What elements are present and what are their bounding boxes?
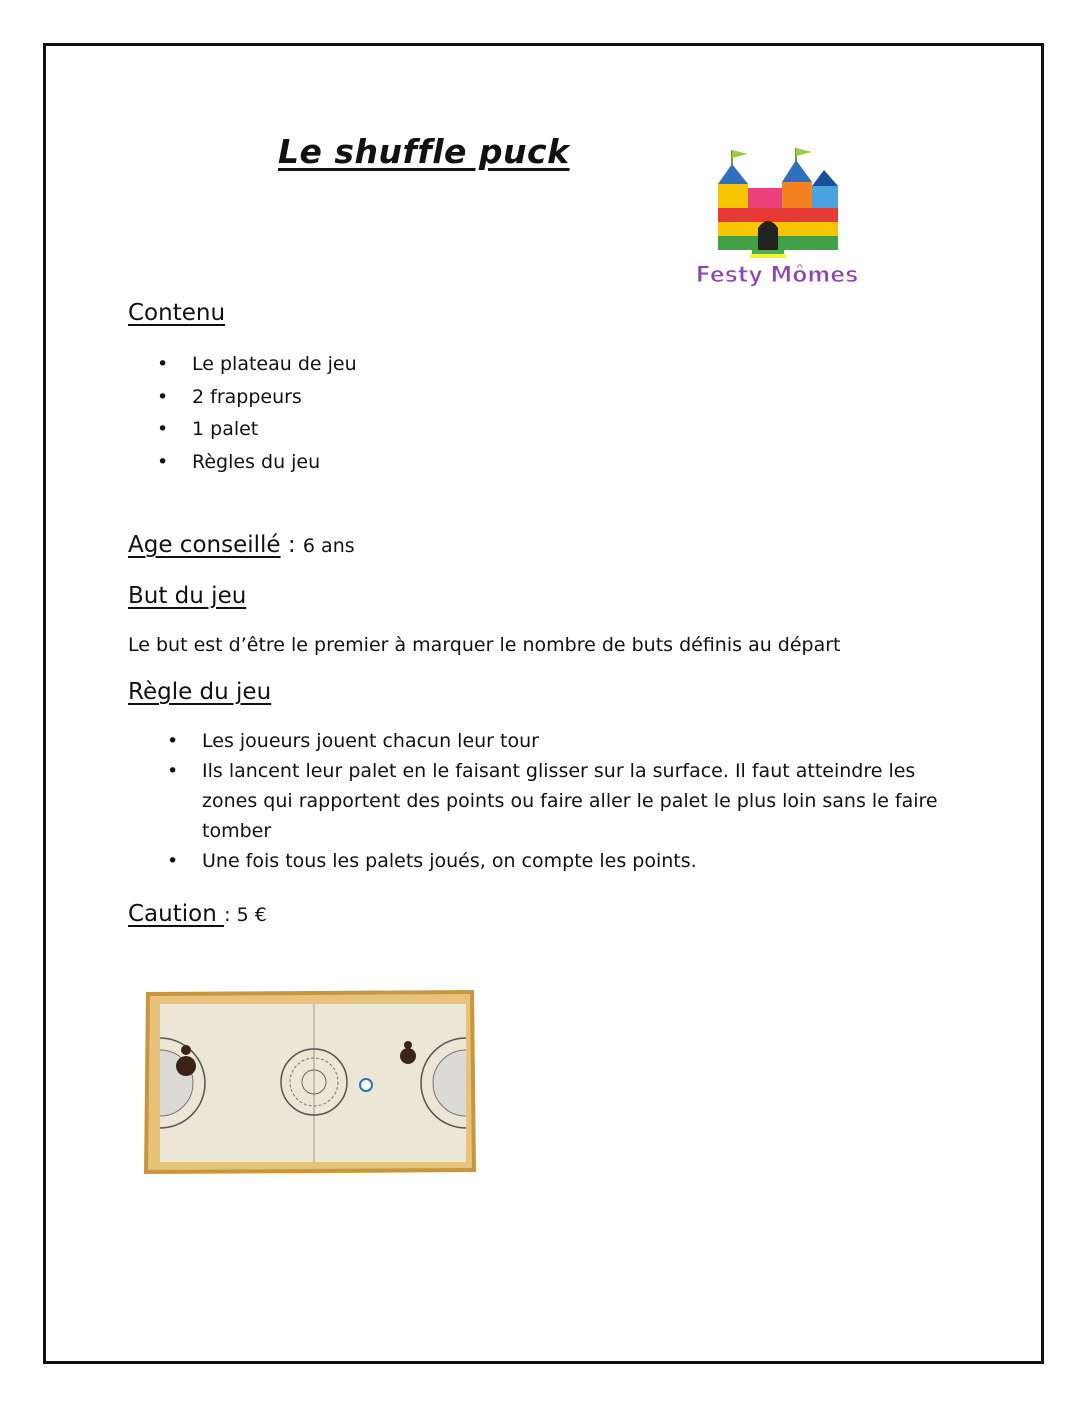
- list-item: • Ils lancent leur palet en le faisant glisser sur la surface. Il faut atteindre les zones qui rapportent des points ou faire aller le palet le plus loin sans le faire tomber: [165, 756, 965, 846]
- caution-section: [128, 901, 267, 927]
- logo-text: Festy Mômes: [696, 263, 858, 288]
- list-item: • 1 palet: [155, 413, 357, 446]
- regle-heading: [128, 679, 271, 705]
- age-value: 6 ans: [302, 535, 355, 557]
- contenu-heading-label: Contenu: [128, 300, 226, 326]
- but-text: Le but est d’être le premier à marquer le nombre de buts définis au départ: [128, 634, 841, 656]
- shuffle-puck-board-photo: [140, 988, 478, 1178]
- list-item: • Le plateau de jeu: [155, 348, 357, 381]
- list-item: • Règles du jeu: [155, 446, 357, 479]
- list-item: • Les joueurs jouent chacun leur tour: [165, 726, 965, 756]
- caution-heading: Caution: [128, 901, 225, 927]
- regle-heading-label: Règle du jeu: [128, 679, 272, 705]
- contenu-list: [155, 348, 357, 478]
- list-item: • Une fois tous les palets joués, on compte les points.: [165, 846, 965, 876]
- list-item: • 2 frappeurs: [155, 381, 357, 414]
- but-heading-label: But du jeu: [128, 583, 247, 609]
- caution-separator: :: [224, 904, 237, 926]
- age-separator: :: [280, 532, 303, 558]
- but-heading: [128, 583, 246, 609]
- page-title: Le shuffle puck: [278, 132, 570, 171]
- age-section: [128, 532, 355, 558]
- age-heading: Age conseillé: [128, 532, 281, 558]
- caution-value: 5 €: [236, 904, 267, 926]
- contenu-heading: [128, 300, 225, 326]
- festy-momes-logo: [696, 144, 858, 294]
- regle-list: [165, 726, 965, 876]
